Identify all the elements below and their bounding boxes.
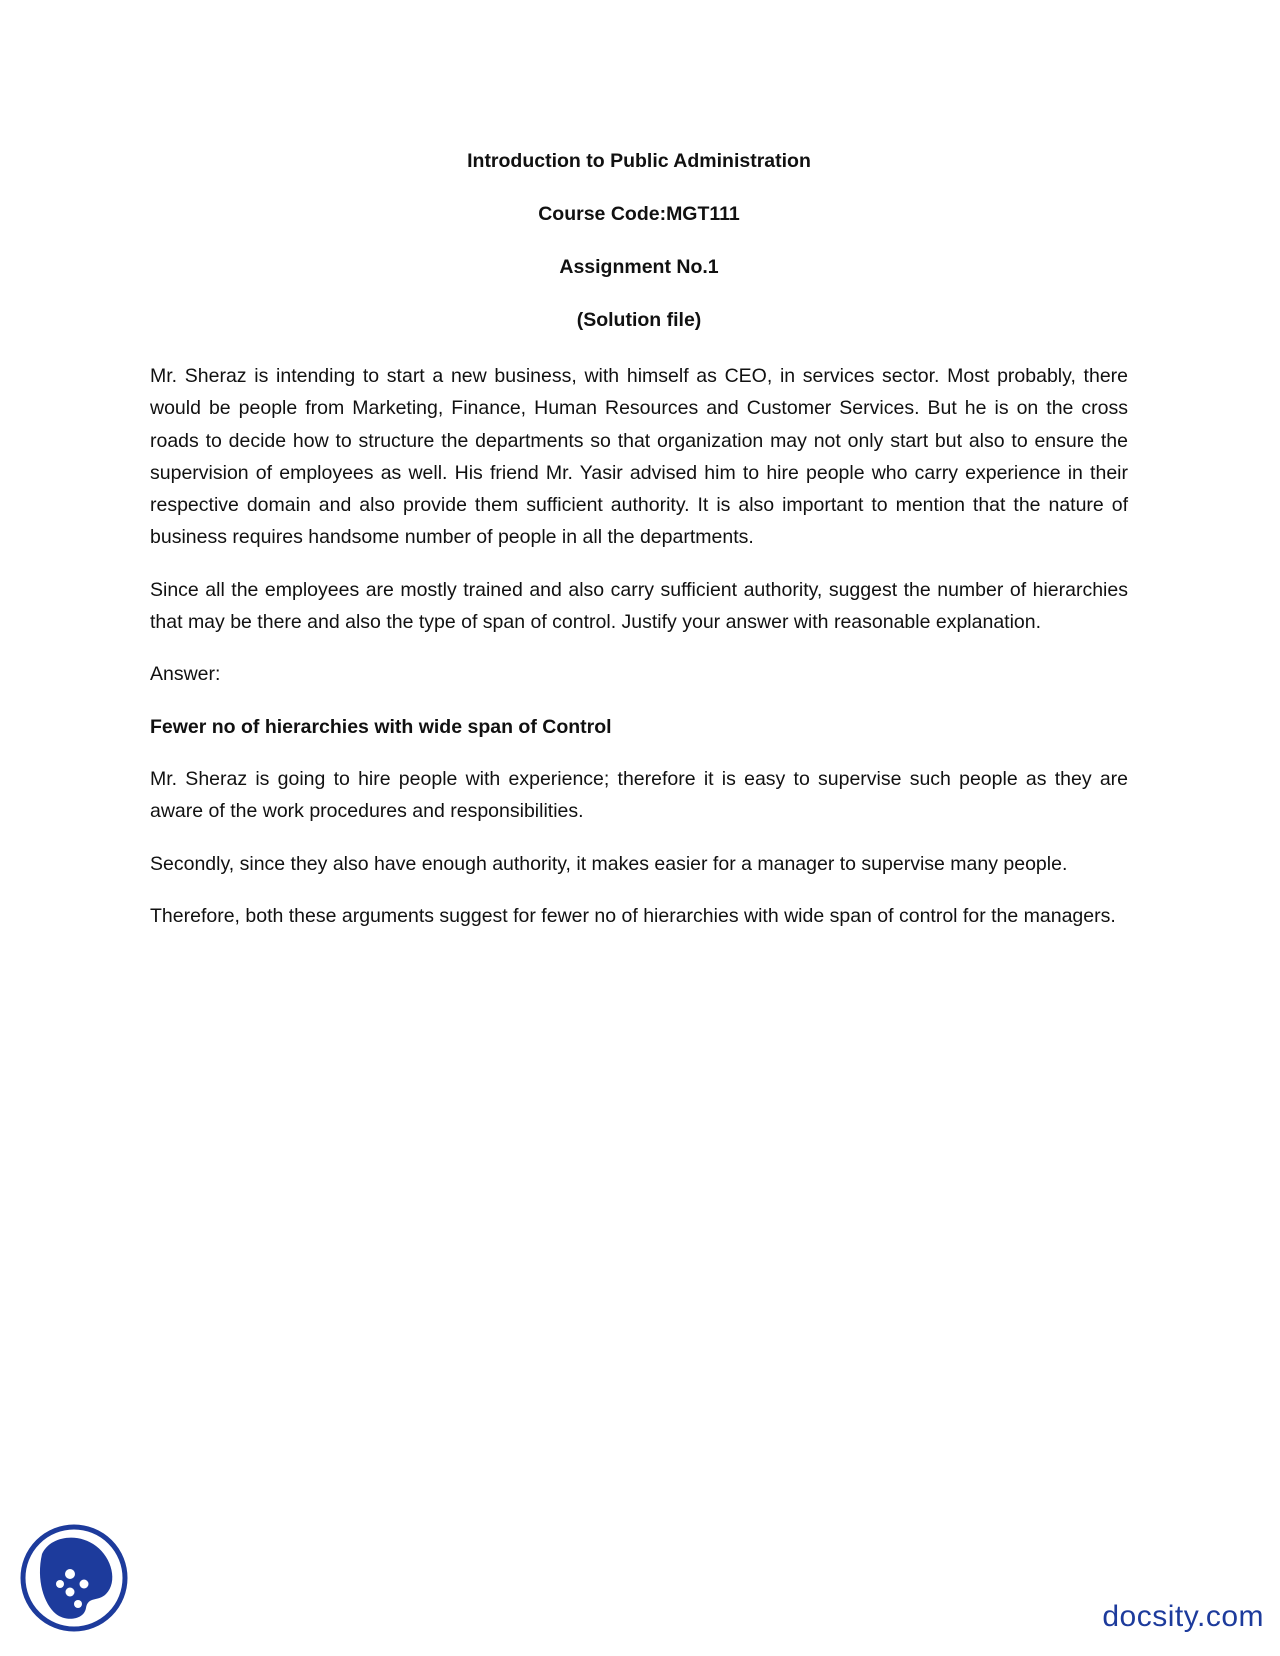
question-paragraph: Since all the employees are mostly trained and also carry sufficient authority, suggest the number of hierarchies that may be there and also the type of span of control. Justify your answer with reasonable explanation. bbox=[150, 578, 1128, 634]
document-header bbox=[150, 148, 1128, 360]
docsity-logo-icon[interactable] bbox=[20, 1522, 132, 1634]
document-title: Introduction to Public Administration bbox=[467, 150, 811, 172]
scenario-paragraph: Mr. Sheraz is intending to start a new business, with himself as CEO, in services sector. Most probably, there would be people from Marketing, Finance, Human Resources and Customer Services. But he is on the cross roads to decide how to structure the departments so that organization may not only start but also to ensure the supervision of employees as well. His friend Mr. Yasir advised him to hire people who carry experience in their respective domain and also provide them sufficient authority. It is also important to mention that the nature of business requires handsome number of people in all the departments. bbox=[150, 365, 1128, 549]
point-one-paragraph: Mr. Sheraz is going to hire people with experience; therefore it is easy to supervise such people as they are aware of the work procedures and responsibilities. bbox=[150, 767, 1128, 823]
assignment-number: Assignment No.1 bbox=[559, 256, 719, 278]
conclusion-paragraph: Therefore, both these arguments suggest for fewer no of hierarchies with wide span of control for the managers. bbox=[150, 904, 1116, 927]
answer-label: Answer: bbox=[150, 663, 221, 686]
docsity-brand-link[interactable]: docsity.com bbox=[1102, 1600, 1264, 1633]
document-body bbox=[150, 360, 1128, 952]
course-code: Course Code:MGT111 bbox=[538, 203, 740, 225]
point-two-paragraph: Secondly, since they also have enough authority, it makes easier for a manager to supervise many people. bbox=[150, 852, 1068, 875]
document-subtitle: (Solution file) bbox=[576, 309, 702, 331]
answer-heading: Fewer no of hierarchies with wide span of Control bbox=[150, 715, 612, 738]
